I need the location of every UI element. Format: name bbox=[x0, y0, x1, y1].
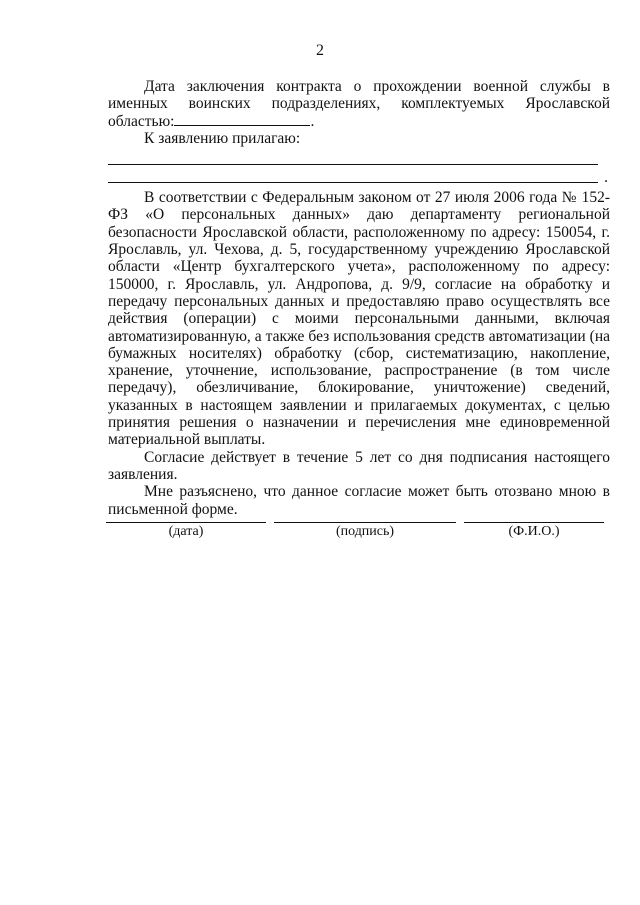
signature-block bbox=[106, 512, 604, 552]
contract-date-text: Дата заключения контракта о прохождении военной службы в именных воинских подразделениях, комплектуемых Ярославской областью: bbox=[108, 78, 610, 130]
validity-paragraph: Согласие действует в течение 5 лет со дня подписания настоящего заявления. bbox=[108, 448, 610, 483]
contract-date-paragraph bbox=[108, 78, 610, 130]
revocation-paragraph: Мне разъяснено, что данное согласие может быть отозвано мною в письменной форме. bbox=[108, 483, 610, 518]
contract-date-blank[interactable] bbox=[174, 113, 310, 126]
date-field[interactable] bbox=[106, 512, 266, 540]
fio-field[interactable] bbox=[464, 512, 604, 540]
signature-caption: (подпись) bbox=[335, 524, 395, 539]
date-caption: (дата) bbox=[168, 524, 204, 539]
attachments-label: К заявлению прилагаю: bbox=[144, 129, 301, 147]
date-line[interactable] bbox=[106, 512, 266, 523]
contract-date-end: . bbox=[310, 112, 315, 130]
document-body bbox=[108, 78, 610, 518]
page-number: 2 bbox=[316, 42, 324, 59]
signature-line[interactable] bbox=[274, 512, 456, 523]
signature-field[interactable] bbox=[274, 512, 456, 540]
attachment-line-1[interactable] bbox=[108, 147, 598, 165]
attachment-line-2[interactable] bbox=[108, 165, 598, 183]
fio-line[interactable] bbox=[464, 512, 604, 523]
consent-paragraph: В соответствии с Федеральным законом от 27 июля 2006 года № 152-ФЗ «О персональных данных» даю департаменту региональной безопасности Ярославской области, расположенному по адресу: 150054, г. Ярославль, ул. Чехова, д. 5, государственному учреждению Ярославской области «Центр бухгалтерского учета», расположенному по адресу: 150000, г. Ярославль, ул. Андропова, д. 9/9, согласие на обработку и передачу персональных данных и предоставляю право осуществлять все действия (операции) с моими персональными данными, включая автоматизированную, а также без использования средств автоматизации (на бумажных носителях) обработку (сбор, систематизацию, накопление, хранение, уточнение, использование, распространение (в том числе передачу), обезличивание, блокирование, уничтожение) сведений, указанных в настоящем заявлении и прилагаемых документах, с целью принятия решения о назначении и перечисления мне единовременной материальной выплаты. bbox=[108, 189, 610, 449]
fio-caption: (Ф.И.О.) bbox=[508, 524, 560, 539]
